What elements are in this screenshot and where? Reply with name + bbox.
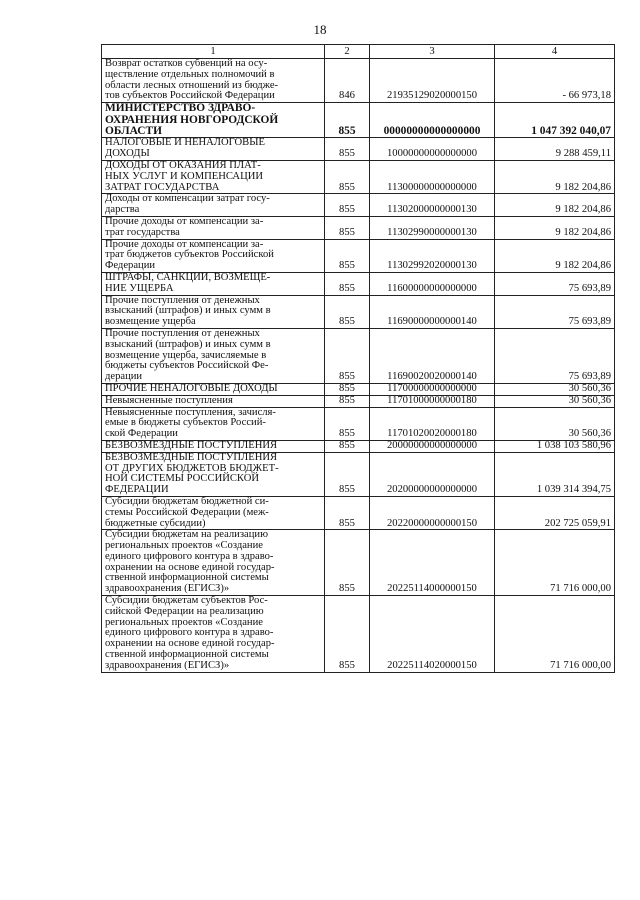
row-admin-code: 855 [325,496,370,529]
row-name: Прочие доходы от компенсации за- трат государства [102,216,325,239]
row-amount: 9 182 204,86 [495,161,615,194]
row-budget-code: 20200000000000000 [370,452,495,496]
row-name: Субсидии бюджетам субъектов Рос- сийской Федерации на реализацию региональных проектов «Создание единого цифрового контура в здраво- охранении на основе единой государ- ственной информационной системы здравоохранения (ЕГИСЗ)» [102,596,325,673]
row-amount: 75 693,89 [495,272,615,295]
row-amount: 30 560,36 [495,395,615,407]
row-budget-code: 11690020020000140 [370,328,495,383]
row-name: ШТРАФЫ, САНКЦИИ, ВОЗМЕЩЕ- НИЕ УЩЕРБА [102,272,325,295]
row-name: НАЛОГОВЫЕ И НЕНАЛОГОВЫЕ ДОХОДЫ [102,138,325,161]
table-row [102,295,615,328]
table-row [102,395,615,407]
row-amount: 1 039 314 394,75 [495,452,615,496]
table-row [102,496,615,529]
row-name: ПРОЧИЕ НЕНАЛОГОВЫЕ ДОХОДЫ [102,383,325,395]
row-admin-code: 855 [325,103,370,138]
row-amount: 9 182 204,86 [495,194,615,217]
table-row [102,328,615,383]
row-admin-code: 855 [325,194,370,217]
row-budget-code: 10000000000000000 [370,138,495,161]
table-row [102,530,615,596]
row-name: Субсидии бюджетам на реализацию региональных проектов «Создание единого цифрового контура в здраво- охранении на основе единой государ- ственной информационной системы здравоохранения (ЕГИСЗ)» [102,530,325,596]
row-name: БЕЗВОЗМЕЗДНЫЕ ПОСТУПЛЕНИЯ ОТ ДРУГИХ БЮДЖЕТОВ БЮДЖЕТ- НОЙ СИСТЕМЫ РОССИЙСКОЙ ФЕДЕРАЦИИ [102,452,325,496]
row-amount: 75 693,89 [495,328,615,383]
row-admin-code: 855 [325,216,370,239]
table-body [102,59,615,673]
row-name: Прочие поступления от денежных взысканий (штрафов) и иных сумм в возмещение ущерба, зачисляемые в бюджеты субъектов Российской Фе- дерации [102,328,325,383]
row-admin-code: 855 [325,138,370,161]
row-amount: 9 182 204,86 [495,216,615,239]
row-admin-code: 855 [325,530,370,596]
row-name: БЕЗВОЗМЕЗДНЫЕ ПОСТУПЛЕНИЯ [102,440,325,452]
row-admin-code: 855 [325,272,370,295]
row-name: Прочие поступления от денежных взысканий (штрафов) и иных сумм в возмещение ущерба [102,295,325,328]
column-header: 4 [495,45,615,59]
row-admin-code: 855 [325,407,370,440]
table-row [102,440,615,452]
column-header: 1 [102,45,325,59]
row-admin-code: 855 [325,452,370,496]
row-budget-code: 20225114020000150 [370,596,495,673]
row-budget-code: 21935129020000150 [370,59,495,103]
row-amount: 1 047 392 040,07 [495,103,615,138]
row-amount: 202 725 059,91 [495,496,615,529]
row-budget-code: 11302990000000130 [370,216,495,239]
row-amount: 30 560,36 [495,407,615,440]
row-amount: 9 288 459,11 [495,138,615,161]
row-budget-code: 00000000000000000 [370,103,495,138]
row-budget-code: 20225114000000150 [370,530,495,596]
row-admin-code: 855 [325,440,370,452]
table-row [102,452,615,496]
row-name: ДОХОДЫ ОТ ОКАЗАНИЯ ПЛАТ- НЫХ УСЛУГ И КОМПЕНСАЦИИ ЗАТРАТ ГОСУДАРСТВА [102,161,325,194]
row-admin-code: 855 [325,239,370,272]
row-amount: 1 038 103 580,96 [495,440,615,452]
row-admin-code: 855 [325,596,370,673]
table-row [102,138,615,161]
column-header: 2 [325,45,370,59]
row-amount: 75 693,89 [495,295,615,328]
row-admin-code: 855 [325,328,370,383]
table-row [102,161,615,194]
table-row [102,383,615,395]
table-row [102,272,615,295]
column-header: 3 [370,45,495,59]
revenue-table [101,44,615,673]
row-name: Доходы от компенсации затрат госу- дарства [102,194,325,217]
table-row [102,103,615,138]
row-budget-code: 11701020020000180 [370,407,495,440]
row-admin-code: 855 [325,295,370,328]
table-row [102,407,615,440]
row-name: Субсидии бюджетам бюджетной си- стемы Российской Федерации (меж- бюджетные субсидии) [102,496,325,529]
row-amount: 30 560,36 [495,383,615,395]
table-row [102,194,615,217]
row-budget-code: 11302000000000130 [370,194,495,217]
row-admin-code: 855 [325,395,370,407]
row-amount: 71 716 000,00 [495,596,615,673]
table-row [102,216,615,239]
row-budget-code: 20220000000000150 [370,496,495,529]
row-admin-code: 855 [325,383,370,395]
row-budget-code: 11700000000000000 [370,383,495,395]
row-amount: 9 182 204,86 [495,239,615,272]
row-amount: - 66 973,18 [495,59,615,103]
table-row [102,239,615,272]
row-name: МИНИСТЕРСТВО ЗДРАВО- ОХРАНЕНИЯ НОВГОРОДСКОЙ ОБЛАСТИ [102,103,325,138]
table-row [102,596,615,673]
row-name: Невыясненные поступления, зачисля- емые в бюджеты субъектов Россий- ской Федерации [102,407,325,440]
row-budget-code: 11300000000000000 [370,161,495,194]
row-name: Прочие доходы от компенсации за- трат бюджетов субъектов Российской Федерации [102,239,325,272]
row-admin-code: 846 [325,59,370,103]
row-admin-code: 855 [325,161,370,194]
row-budget-code: 11701000000000180 [370,395,495,407]
row-name: Возврат остатков субвенций на осу- ществление отдельных полномочий в области лесных отношений из бюдже- тов субъектов Российской Федерации [102,59,325,103]
table-header-row [102,45,615,59]
row-name: Невыясненные поступления [102,395,325,407]
row-budget-code: 20000000000000000 [370,440,495,452]
page-number: 18 [313,22,327,37]
row-amount: 71 716 000,00 [495,530,615,596]
row-budget-code: 11302992020000130 [370,239,495,272]
row-budget-code: 11690000000000140 [370,295,495,328]
row-budget-code: 11600000000000000 [370,272,495,295]
table-row [102,59,615,103]
